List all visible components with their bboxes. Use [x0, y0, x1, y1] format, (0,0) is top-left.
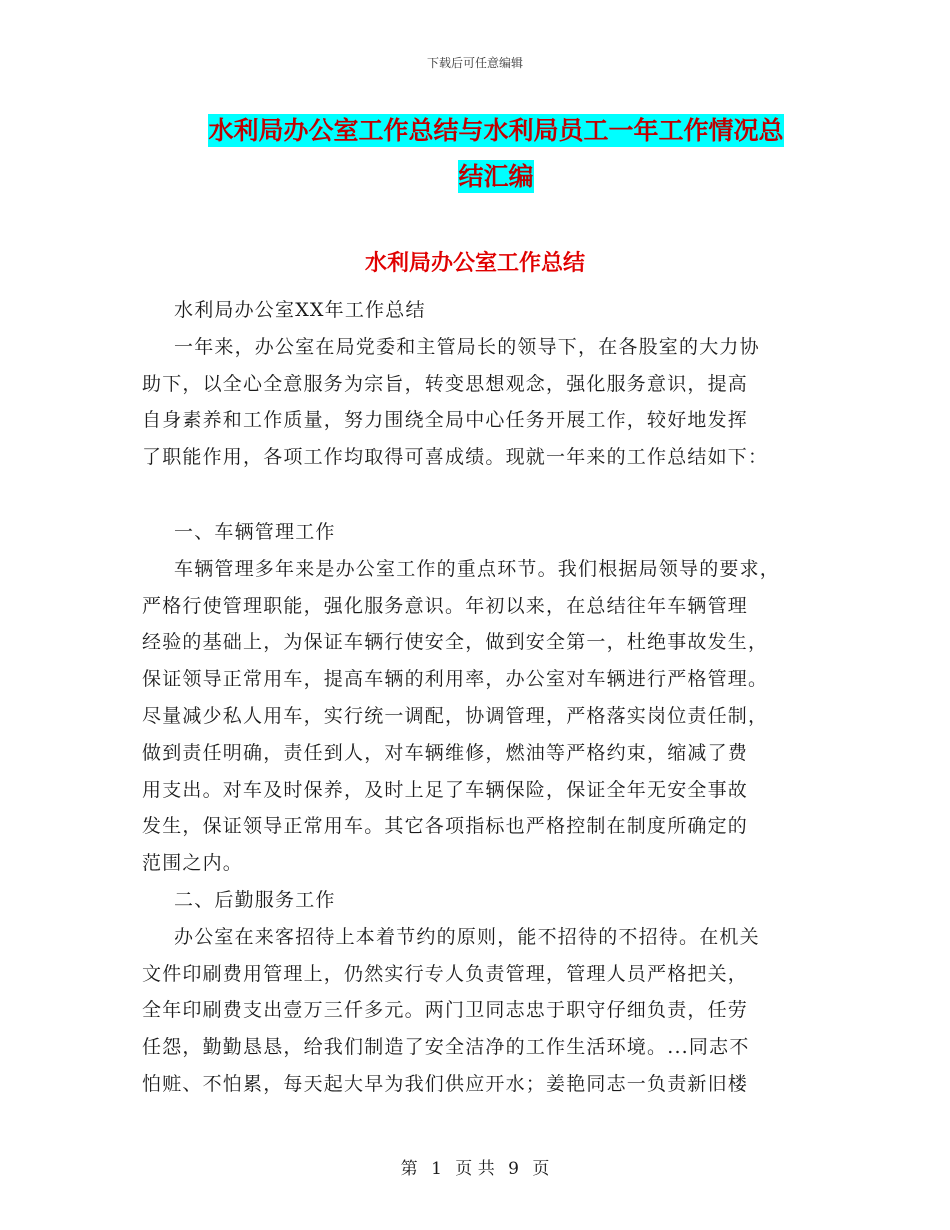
section-heading-logistics: 二、后勤服务工作: [174, 888, 336, 911]
paragraph-line: 尽量减少私人用车，实行统一调配，协调管理，严格落实岗位责任制，: [142, 704, 769, 727]
paragraph-line: 怕赃、不怕累，每天起大早为我们供应开水；姜艳同志一负责新旧楼: [142, 1072, 749, 1095]
paragraph-line: 自身素养和工作质量，努力围绕全局中心任务开展工作，较好地发挥: [142, 409, 749, 432]
body-block-intro: [142, 292, 814, 476]
section-title: 水利局办公室工作总结: [364, 250, 585, 276]
paragraph-line: 保证领导正常用车，提高车辆的利用率，办公室对车辆进行严格管理。: [142, 668, 769, 691]
paragraph-line: 车辆管理多年来是办公室工作的重点环节。我们根据局领导的要求，: [174, 557, 781, 580]
paragraph-line: 水利局办公室XX年工作总结: [174, 299, 426, 321]
footer-total-pages: 9: [508, 1159, 519, 1179]
paragraph-line: 全年印刷费支出壹万三仟多元。两门卫同志忠于职守仔细负责，任劳: [142, 999, 749, 1022]
page-header-note: 下载后可任意编辑: [426, 56, 523, 70]
paragraph-line: 范围之内。: [142, 852, 244, 875]
footer-prefix: 第: [400, 1159, 418, 1179]
paragraph-line: 用支出。对车及时保养，及时上足了车辆保险，保证全年无安全事故: [142, 778, 749, 801]
section-heading-vehicle: 一、车辆管理工作: [174, 521, 336, 543]
paragraph-line: 文件印刷费用管理上，仍然实行专人负责管理，管理人员严格把关，: [142, 962, 749, 985]
page-footer: [0, 1154, 950, 1179]
document-title-line-1: 水利局办公室工作总结与水利局员工一年工作情况总: [208, 116, 784, 145]
footer-mid: 页 共: [455, 1159, 495, 1179]
paragraph-line: 发生，保证领导正常用车。其它各项指标也严格控制在制度所确定的: [142, 815, 749, 838]
paragraph-line: 做到责任明确，责任到人，对车辆维修，燃油等严格约束，缩减了费: [142, 741, 749, 764]
paragraph-line: 助下，以全心全意服务为宗旨，转变思想观念，强化服务意识，提高: [142, 372, 749, 395]
document-title-line-2: 结汇编: [458, 162, 534, 191]
document-title: [140, 108, 852, 200]
footer-suffix: 页: [532, 1159, 550, 1179]
paragraph-line: 严格行使管理职能，强化服务意识。年初以来，在总结往年车辆管理: [142, 594, 749, 617]
paragraph-line: 了职能作用，各项工作均取得可喜成绩。现就一年来的工作总结如下：: [142, 446, 769, 469]
footer-page-number: 1: [431, 1159, 442, 1179]
paragraph-line: 经验的基础上，为保证车辆行使安全，做到安全第一，杜绝事故发生，: [142, 631, 769, 654]
body-block-main: [142, 514, 814, 1103]
paragraph-line: 一年来，办公室在局党委和主管局长的领导下，在各股室的大力协: [174, 335, 760, 358]
paragraph-line: 办公室在来客招待上本着节约的原则，能不招待的不招待。在机关: [174, 925, 760, 948]
paragraph-line: 任怨，勤勤恳恳，给我们制造了安全洁净的工作生活环境。...同志不: [142, 1036, 750, 1059]
